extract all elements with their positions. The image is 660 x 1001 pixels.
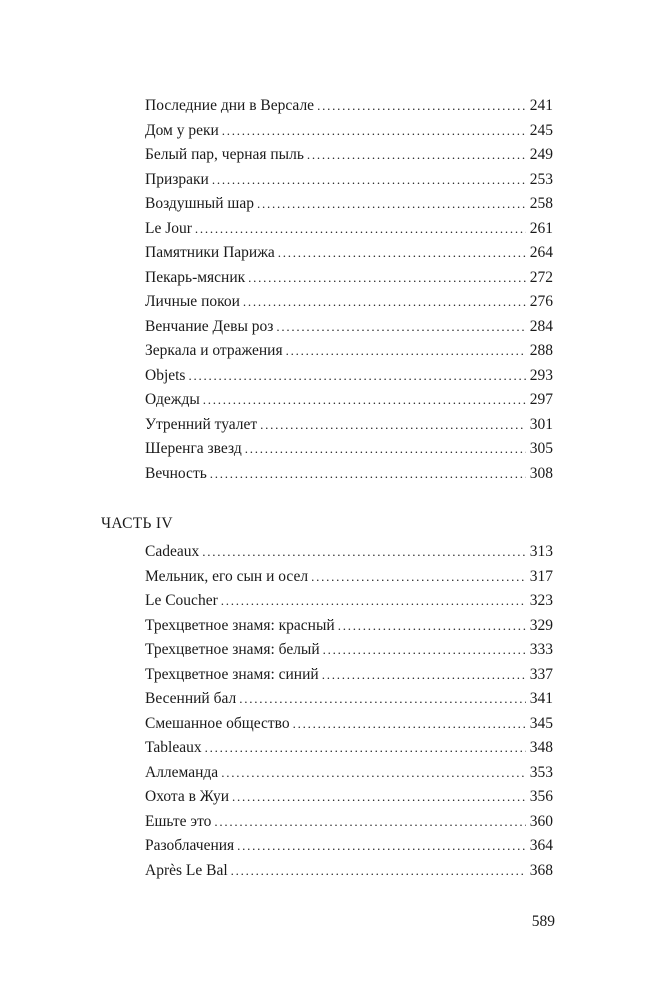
toc-entry	[145, 462, 553, 487]
toc-entry-page: 348	[529, 739, 553, 756]
toc-entry	[145, 663, 553, 688]
toc-entry	[145, 413, 553, 438]
toc-leader-dots	[202, 540, 526, 565]
toc-entry-title: Разоблачения	[145, 837, 235, 854]
toc-leader-dots	[286, 339, 526, 364]
toc-entry-title: Le Coucher	[145, 592, 218, 609]
toc-entry-title: Личные покои	[145, 293, 240, 310]
toc-entry	[145, 687, 553, 712]
toc-entry-title: Ешьте это	[145, 812, 212, 830]
toc-entry	[145, 785, 553, 810]
toc-entry-title: Вечность	[145, 464, 207, 482]
toc-entry-title: Смешанное общество	[145, 714, 290, 732]
toc-leader-dots	[248, 266, 526, 291]
toc-leader-dots	[243, 290, 526, 315]
toc-entry-page: 293	[529, 366, 553, 384]
toc-entry	[145, 736, 553, 761]
toc-leader-dots	[205, 736, 526, 761]
toc-leader-dots	[257, 192, 526, 217]
toc-entry	[145, 712, 553, 737]
toc-entry	[145, 94, 553, 119]
toc-entry-title: Венчание Девы роз	[145, 317, 274, 335]
toc-entry-page: 276	[529, 293, 553, 310]
toc-entry-page: 313	[529, 543, 553, 560]
toc-leader-dots	[307, 143, 526, 168]
toc-entry-title: Дом у реки	[145, 121, 219, 139]
toc-entry-title: Воздушный шар	[145, 195, 254, 212]
toc-entry-title: Призраки	[145, 170, 209, 188]
toc-entry-title: Зеркала и отражения	[145, 342, 283, 359]
toc-entry-title: Памятники Парижа	[145, 244, 275, 261]
toc-entry	[145, 290, 553, 315]
toc-leader-dots	[245, 437, 526, 462]
toc-leader-dots	[278, 241, 526, 266]
toc-leader-dots	[260, 413, 526, 438]
toc-entry-page: 356	[529, 788, 553, 805]
toc-leader-dots	[221, 589, 526, 614]
toc-entry-page: 249	[529, 146, 553, 163]
toc-leader-dots	[293, 712, 526, 737]
toc-leader-dots	[214, 810, 526, 835]
toc-entry	[145, 638, 553, 663]
toc-entry	[145, 241, 553, 266]
toc-entry-title: Objets	[145, 366, 186, 384]
toc-entry-page: 261	[529, 219, 553, 237]
toc-entry-page: 297	[529, 391, 553, 408]
toc-entry-title: Одежды	[145, 391, 200, 408]
toc-leader-dots	[317, 94, 526, 119]
toc-entry-title: Весенний бал	[145, 690, 237, 707]
toc-entry-title: Мельник, его сын и осел	[145, 567, 309, 585]
toc-entry-title: Охота в Жуи	[145, 788, 229, 805]
toc-entry-title: Le Jour	[145, 219, 192, 237]
toc-entry-page: 305	[529, 440, 553, 457]
toc-entry-page: 272	[529, 268, 553, 286]
toc-entry	[145, 143, 553, 168]
toc-entry-page: 345	[529, 714, 553, 732]
toc-entry-page: 284	[529, 317, 553, 335]
toc-entry	[145, 364, 553, 389]
toc-entry	[145, 168, 553, 193]
toc-entry	[145, 834, 553, 859]
toc-entry-page: 288	[529, 342, 553, 359]
toc-entry	[145, 217, 553, 242]
toc-leader-dots	[195, 217, 526, 242]
toc-leader-dots	[276, 315, 526, 340]
toc-entry-title: Пекарь-мясник	[145, 268, 246, 286]
toc-entry-page: 258	[529, 195, 553, 212]
toc-entry	[145, 192, 553, 217]
toc-entry-title: Трехцветное знамя: белый	[145, 641, 320, 658]
toc-entry-title: Аллеманда	[145, 763, 219, 781]
toc-entry-title: Последние дни в Версале	[145, 97, 315, 114]
toc-entry-page: 308	[529, 464, 553, 482]
toc-leader-dots	[188, 364, 526, 389]
toc-entry	[145, 810, 553, 835]
toc-leader-dots	[212, 168, 526, 193]
toc-entry-page: 301	[529, 415, 553, 433]
toc-leader-dots	[222, 119, 526, 144]
toc-leader-dots	[322, 663, 526, 688]
toc-entry-page: 317	[529, 567, 553, 585]
toc-entry	[145, 315, 553, 340]
toc-entry	[145, 761, 553, 786]
page-number: 589	[531, 913, 555, 930]
toc-entry-page: 333	[529, 641, 553, 658]
toc-entry	[145, 589, 553, 614]
toc-entry-page: 368	[529, 861, 553, 879]
toc-entry-page: 241	[529, 97, 553, 114]
toc-entry	[145, 540, 553, 565]
toc-entry-page: 364	[529, 837, 553, 854]
toc-entry-page: 341	[529, 690, 553, 707]
toc-entry-title: Après Le Bal	[145, 861, 228, 879]
toc-entry	[145, 266, 553, 291]
toc-section-2	[145, 540, 553, 883]
toc-leader-dots	[221, 761, 526, 786]
toc-entry-title: Белый пар, черная пыль	[145, 146, 304, 163]
toc-entry-title: Шеренга звезд	[145, 440, 242, 457]
toc-entry-title: Трехцветное знамя: синий	[145, 665, 319, 683]
toc-entry	[145, 119, 553, 144]
toc-leader-dots	[232, 785, 526, 810]
part-heading: ЧАСТЬ IV	[101, 515, 173, 532]
toc-entry-page: 253	[529, 170, 553, 188]
toc-leader-dots	[237, 834, 526, 859]
toc-entry	[145, 388, 553, 413]
toc-entry-title: Трехцветное знамя: красный	[145, 616, 335, 634]
toc-entry-title: Tableaux	[145, 739, 202, 756]
toc-entry	[145, 565, 553, 590]
toc-entry	[145, 437, 553, 462]
toc-entry-page: 329	[529, 616, 553, 634]
toc-leader-dots	[239, 687, 526, 712]
toc-leader-dots	[323, 638, 526, 663]
toc-entry-page: 323	[529, 592, 553, 609]
toc-leader-dots	[338, 614, 526, 639]
toc-entry-title: Cadeaux	[145, 543, 200, 560]
toc-leader-dots	[231, 859, 526, 884]
toc-entry	[145, 859, 553, 884]
toc-entry	[145, 339, 553, 364]
toc-leader-dots	[210, 462, 526, 487]
toc-entry-title: Утренний туалет	[145, 415, 258, 433]
toc-entry-page: 353	[529, 763, 553, 781]
toc-entry-page: 264	[529, 244, 553, 261]
toc-section-1	[145, 94, 553, 486]
toc-leader-dots	[203, 388, 526, 413]
toc-entry	[145, 614, 553, 639]
toc-entry-page: 245	[529, 121, 553, 139]
toc-entry-page: 337	[529, 665, 553, 683]
toc-entry-page: 360	[529, 812, 553, 830]
toc-leader-dots	[311, 565, 526, 590]
